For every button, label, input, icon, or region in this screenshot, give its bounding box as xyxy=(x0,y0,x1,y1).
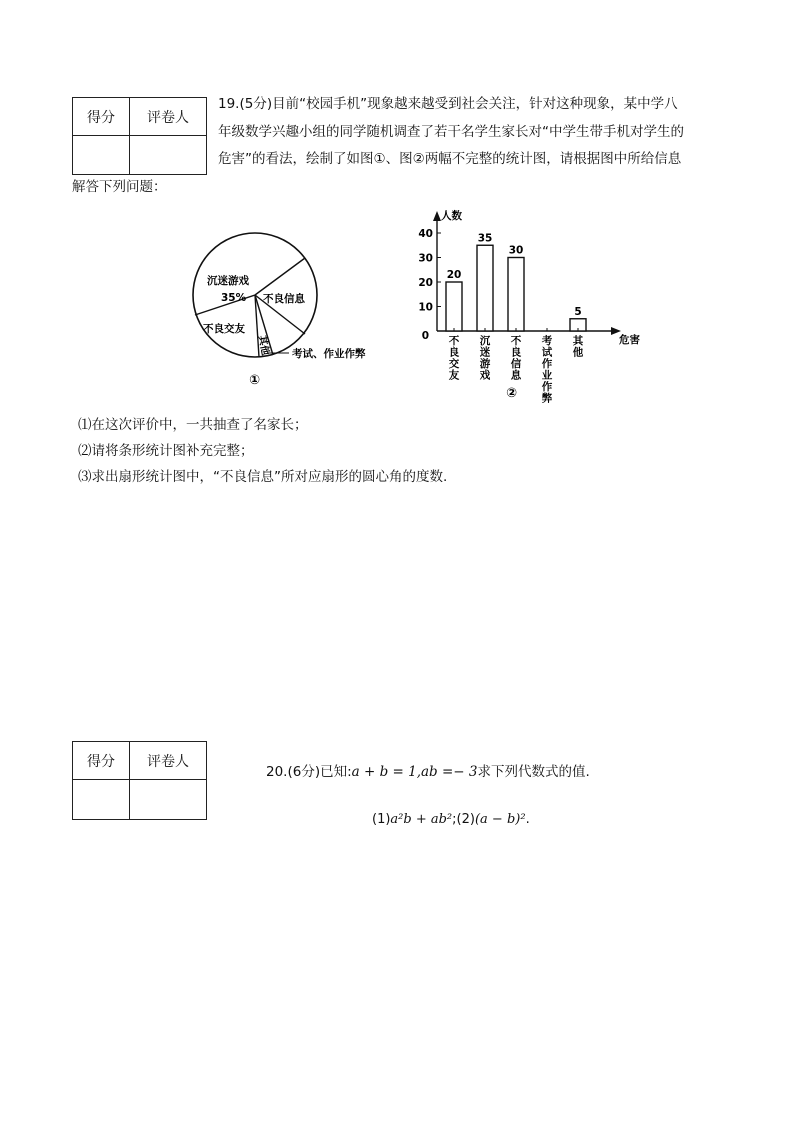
bar-value-label: 30 xyxy=(508,244,524,257)
score-header: 得分 xyxy=(73,742,130,780)
y-tick-label: 30 xyxy=(418,252,433,265)
category-label: 考试作业作弊 xyxy=(541,335,553,405)
grader-header: 评卷人 xyxy=(130,742,207,780)
q20-stem xyxy=(266,760,590,780)
q19-line-2: 年级数学兴趣小组的同学随机调查了若干名学生家长对“中学生带手机对学生的 xyxy=(218,124,684,140)
bar-value-label: 35 xyxy=(477,232,493,245)
q20-part2-label: (2) xyxy=(456,812,475,827)
q19-sub-2: ⑵请将条形统计图补充完整； xyxy=(78,443,254,459)
y-tick-label: 0 xyxy=(421,330,429,342)
grader-cell[interactable] xyxy=(130,780,207,820)
q20-parts xyxy=(372,812,530,827)
bar xyxy=(508,258,524,332)
score-cell[interactable] xyxy=(73,780,130,820)
pie-label-game-pct: 35% xyxy=(221,292,247,304)
bar-chart xyxy=(415,205,645,405)
pie-label-game: 沉迷游戏 xyxy=(207,275,249,287)
q19-line-1: 19.(5分)目前“校园手机”现象越来越受到社会关注，针对这种现象，某中学八 xyxy=(218,96,678,112)
q20-part1-label: (1) xyxy=(372,812,391,827)
q20-given: a + b = 1,ab =− 3 xyxy=(351,764,478,780)
q20-part2-expr: (a − b)² xyxy=(474,812,526,827)
category-label: 沉迷游戏 xyxy=(479,335,491,382)
y-tick-label: 40 xyxy=(418,228,433,240)
bar xyxy=(477,245,493,331)
y-axis-label: 人数 xyxy=(441,210,462,222)
x-axis-label: 危害 xyxy=(619,334,640,346)
category-label: 不良交友 xyxy=(448,335,460,382)
pie-caption: ① xyxy=(249,373,261,388)
category-label: 其他 xyxy=(572,335,584,359)
pie-label-other: 其他 xyxy=(256,334,271,357)
q20-end: . xyxy=(525,812,530,827)
category-label: 不良信息 xyxy=(510,335,522,382)
pie-radius xyxy=(255,258,305,295)
grader-cell[interactable] xyxy=(130,136,207,175)
score-cell[interactable] xyxy=(73,136,130,175)
bar xyxy=(446,282,462,331)
pie-chart xyxy=(185,210,400,395)
score-table-19 xyxy=(72,97,207,175)
pie-label-cheat: 考试、作业作弊 xyxy=(292,348,366,360)
y-tick-label: 20 xyxy=(418,277,433,289)
q20-suffix: 求下列代数式的值. xyxy=(477,764,590,780)
y-tick-label: 10 xyxy=(418,301,433,314)
bar-caption: ② xyxy=(506,386,518,401)
q19-sub-3: ⑶求出扇形统计图中，“不良信息”所对应扇形的圆心角的度数. xyxy=(78,469,448,485)
score-table-20 xyxy=(72,741,207,820)
q19-line-3: 危害”的看法，绘制了如图①、图②两幅不完整的统计图，请根据图中所给信息 xyxy=(218,151,682,167)
q20-part1-expr: a²b + ab² xyxy=(390,812,453,827)
q19-line-4: 解答下列问题： xyxy=(72,179,167,195)
grader-header: 评卷人 xyxy=(130,98,207,136)
y-axis-arrow xyxy=(433,211,441,221)
q20-sep: ; xyxy=(452,812,457,827)
score-header: 得分 xyxy=(73,98,130,136)
q20-prefix: 20.(6分)已知: xyxy=(266,764,352,780)
q19-sub-1: ⑴在这次评价中，一共抽查了名家长； xyxy=(78,417,308,433)
bar-value-label: 20 xyxy=(446,269,462,281)
pie-label-friend: 不良交友 xyxy=(203,323,245,335)
bar-value-label: 5 xyxy=(574,305,582,318)
pie-label-info: 不良信息 xyxy=(263,293,305,305)
